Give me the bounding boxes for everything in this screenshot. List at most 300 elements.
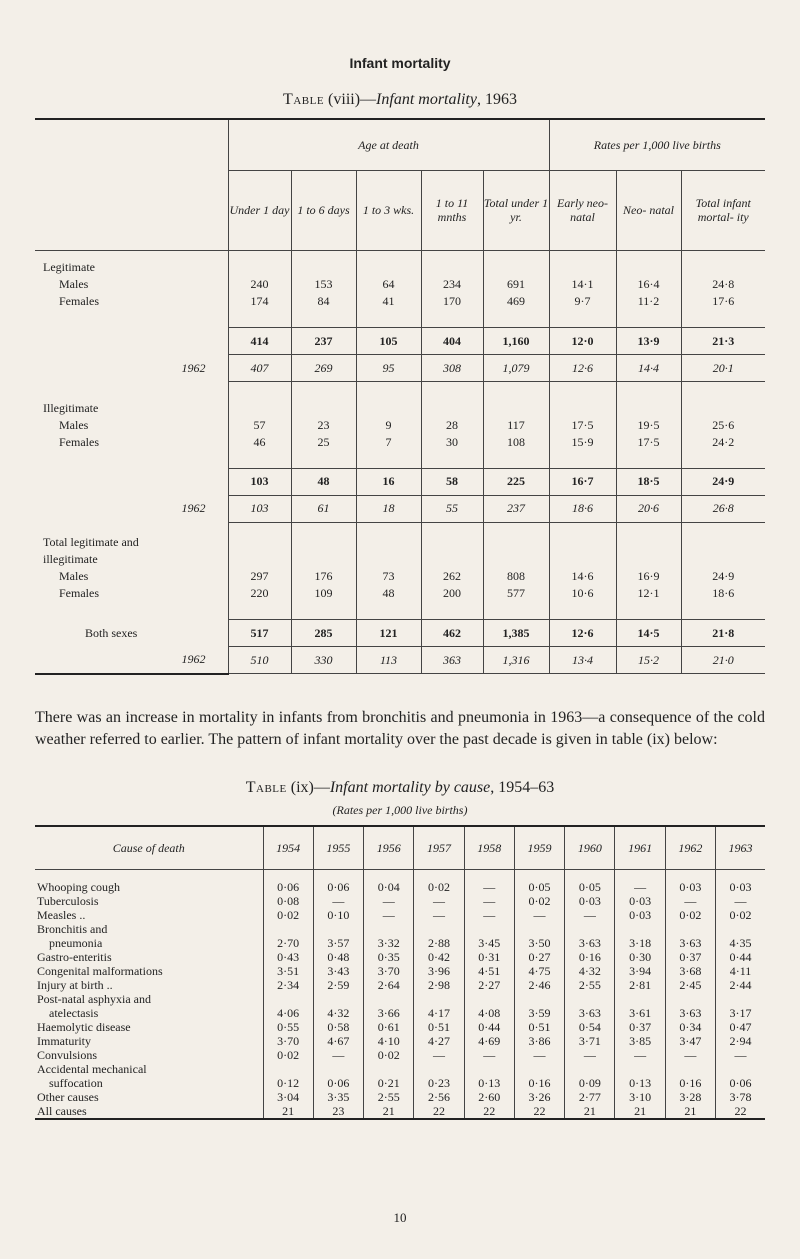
rate-value: 0·08 [263, 894, 313, 908]
rate-value: 4·10 [364, 1034, 414, 1048]
rate-value: 21 [263, 1104, 313, 1119]
rate-value: 0·54 [565, 1020, 615, 1034]
table-viii [35, 118, 765, 675]
rate-value: 0·23 [414, 1076, 464, 1090]
rate-value: 2·81 [615, 978, 665, 992]
cell-value: 237 [483, 495, 549, 522]
rate-value: 2·94 [716, 1034, 765, 1048]
cell-value: 14·5 [616, 620, 681, 647]
cause-label: Haemolytic disease [37, 1020, 131, 1034]
rate-value: 0·03 [615, 908, 665, 922]
rate-value: 3·43 [313, 964, 363, 978]
table-row [35, 1006, 765, 1020]
cell-value: 25·6 [681, 417, 765, 434]
table-row [35, 950, 765, 964]
cell-value: 14·6 [549, 568, 616, 585]
cell-value: 7 [356, 434, 421, 451]
cell-value: 12·6 [549, 620, 616, 647]
rate-value: 0·02 [514, 894, 564, 908]
rate-value: 3·51 [263, 964, 313, 978]
rate-value: — [716, 1048, 765, 1062]
rate-value: 0·42 [414, 950, 464, 964]
rate-value: 0·05 [565, 870, 615, 895]
table-row [35, 1090, 765, 1104]
rate-value: 3·63 [665, 1006, 715, 1020]
cell-value: 18·6 [681, 585, 765, 602]
table-row [35, 1034, 765, 1048]
table-row [35, 1048, 765, 1062]
cell-value: 73 [356, 568, 421, 585]
cell-value: 308 [421, 355, 483, 382]
cell-value: 220 [228, 585, 291, 602]
table-row-legit-total [35, 328, 765, 355]
year-header: 1960 [565, 826, 615, 870]
rate-value: 0·02 [364, 1048, 414, 1062]
rate-value: 3·47 [665, 1034, 715, 1048]
table-ix-subtitle: (Rates per 1,000 live births) [332, 803, 468, 817]
rate-value: 3·04 [263, 1090, 313, 1104]
cell-value: 174 [228, 293, 291, 310]
cell-value: 57 [228, 417, 291, 434]
year-header: 1963 [716, 826, 765, 870]
rate-value: 22 [514, 1104, 564, 1119]
cell-value: 16·9 [616, 568, 681, 585]
cell-value: 105 [356, 328, 421, 355]
table-viii-caption-number: (viii)— [328, 91, 377, 108]
rate-value: 3·63 [565, 1006, 615, 1020]
table-viii-caption-prefix: Table [283, 91, 325, 108]
table-row-legit-1962 [35, 355, 765, 382]
cell-value: 17·5 [616, 434, 681, 451]
cause-label: Accidental mechanical [37, 1062, 147, 1076]
cause-header: Cause of death [35, 826, 263, 870]
rate-value: 3·70 [263, 1034, 313, 1048]
rate-value: — [665, 894, 715, 908]
cell-value: 11·2 [616, 293, 681, 310]
cell-value: 16·4 [616, 276, 681, 293]
rate-value: — [464, 870, 514, 895]
table-row [35, 936, 765, 950]
group-illegitimate: Illegitimate [43, 400, 99, 415]
rate-value: 3·57 [313, 936, 363, 950]
rate-value: 2·70 [263, 936, 313, 950]
row-label: Males [59, 277, 89, 291]
cause-label: Convulsions [37, 1048, 98, 1062]
rate-value: — [464, 894, 514, 908]
rate-value: — [514, 1048, 564, 1062]
row-label: Females [59, 434, 99, 449]
cell-value: 19·5 [616, 417, 681, 434]
cell-value: 18·5 [616, 468, 681, 495]
cell-value: 285 [291, 620, 356, 647]
rate-value: 2·59 [313, 978, 363, 992]
table-ix-caption-year: , 1954–63 [490, 779, 555, 796]
cell-value: 14·4 [616, 355, 681, 382]
body-paragraph: There was an increase in mortality in infants from bronchitis and pneumonia in 1963—a consequence of the cold weather referred to earlier. The pattern of infant mortality over the past decade is given in table (ix) below: [35, 709, 765, 748]
group-total-label-2: illegitimate [43, 552, 98, 566]
cell-value: 103 [228, 468, 291, 495]
table-row-illeg-males [35, 417, 765, 434]
table-row [35, 1062, 765, 1076]
rate-value: 0·06 [263, 870, 313, 895]
cell-value: 9·7 [549, 293, 616, 310]
cause-label: Injury at birth .. [37, 978, 113, 992]
rate-value: 0·21 [364, 1076, 414, 1090]
rate-value: 4·06 [263, 1006, 313, 1020]
rate-value: 0·02 [414, 870, 464, 895]
rate-value: 0·03 [716, 870, 765, 895]
cause-label: Measles .. [37, 908, 86, 922]
cell-value: 16·7 [549, 468, 616, 495]
rate-value: 4·08 [464, 1006, 514, 1020]
rate-value: 0·03 [665, 870, 715, 895]
cell-value: 41 [356, 293, 421, 310]
rate-value: 3·66 [364, 1006, 414, 1020]
table-row [35, 1104, 765, 1119]
row-label: Females [59, 586, 99, 600]
rate-value: 3·45 [464, 936, 514, 950]
row-label: Males [59, 569, 89, 583]
rate-value: — [514, 908, 564, 922]
cell-value: 12·0 [549, 328, 616, 355]
cell-value: 9 [356, 417, 421, 434]
cause-label: Whooping cough [37, 880, 120, 894]
rate-value: 0·13 [464, 1076, 514, 1090]
year-header: 1956 [364, 826, 414, 870]
cell-value: 12·1 [616, 585, 681, 602]
rate-value: 0·02 [263, 908, 313, 922]
rate-value: 0·02 [716, 908, 765, 922]
cell-value: 15·9 [549, 434, 616, 451]
cell-value: 18 [356, 495, 421, 522]
rate-value: 0·55 [263, 1020, 313, 1034]
section-heading: Infant mortality [349, 55, 451, 71]
cell-value: 1,385 [483, 620, 549, 647]
cell-value: 170 [421, 293, 483, 310]
rate-value: 0·06 [313, 870, 363, 895]
table-row-illeg-females [35, 434, 765, 451]
year-header: 1958 [464, 826, 514, 870]
rate-value: — [665, 1048, 715, 1062]
group-total-label-1: Total legitimate and [43, 535, 139, 549]
rate-value: 0·02 [263, 1048, 313, 1062]
table-ix-caption-number: (ix)— [290, 779, 330, 796]
table-row-illeg-1962 [35, 495, 765, 522]
rate-value: 3·10 [615, 1090, 665, 1104]
rate-value: 0·16 [565, 950, 615, 964]
table-row-all-females [35, 585, 765, 602]
cell-value: 23 [291, 417, 356, 434]
cell-value: 240 [228, 276, 291, 293]
cell-value: 18·6 [549, 495, 616, 522]
age-at-death-header: Age at death [228, 119, 549, 170]
cause-label: pneumonia [49, 936, 103, 950]
rate-value: 21 [615, 1104, 665, 1119]
rate-value: 4·51 [464, 964, 514, 978]
rate-value: 3·96 [414, 964, 464, 978]
rate-value: — [464, 1048, 514, 1062]
rate-value: 3·32 [364, 936, 414, 950]
table-ix-caption-title: Infant mortality by cause [329, 779, 491, 796]
year-header: 1962 [665, 826, 715, 870]
cause-label: Post-natal asphyxia and [37, 992, 151, 1006]
rate-value: 0·12 [263, 1076, 313, 1090]
rate-value: 3·18 [615, 936, 665, 950]
cell-value: 117 [483, 417, 549, 434]
table-row-all-males [35, 568, 765, 585]
cell-value: 297 [228, 568, 291, 585]
rate-value: 0·44 [464, 1020, 514, 1034]
rate-value: 0·16 [514, 1076, 564, 1090]
rate-value: — [716, 894, 765, 908]
rate-value: 3·63 [565, 936, 615, 950]
rate-value: 2·55 [364, 1090, 414, 1104]
rate-value: 4·32 [313, 1006, 363, 1020]
cell-value: 15·2 [616, 647, 681, 674]
cell-value: 17·6 [681, 293, 765, 310]
cell-value: 24·9 [681, 468, 765, 495]
cell-value: 64 [356, 276, 421, 293]
cell-value: 103 [228, 495, 291, 522]
rate-value: — [364, 894, 414, 908]
rate-value: 0·16 [665, 1076, 715, 1090]
col-total-infant-mortality: Total infant mortal- ity [681, 170, 765, 251]
table-row [35, 992, 765, 1006]
rate-value: 4·32 [565, 964, 615, 978]
rate-value: — [464, 908, 514, 922]
table-row [35, 1076, 765, 1090]
rates-header: Rates per 1,000 live births [549, 119, 765, 170]
rate-value: 2·27 [464, 978, 514, 992]
table-viii-caption [0, 91, 800, 109]
rate-value: 0·06 [313, 1076, 363, 1090]
rate-value: 0·02 [665, 908, 715, 922]
year-header: 1961 [615, 826, 665, 870]
rate-value: 0·30 [615, 950, 665, 964]
rate-value: 0·27 [514, 950, 564, 964]
cell-value: 26·8 [681, 495, 765, 522]
cell-value: 48 [291, 468, 356, 495]
cell-value: 46 [228, 434, 291, 451]
rate-value: 0·03 [565, 894, 615, 908]
group-legitimate: Legitimate [35, 251, 228, 277]
cell-value: 28 [421, 417, 483, 434]
rate-value: 23 [313, 1104, 363, 1119]
col-1-to-6-days: 1 to 6 days [291, 170, 356, 251]
rate-value: 2·60 [464, 1090, 514, 1104]
rate-value: 21 [565, 1104, 615, 1119]
rate-value: 3·78 [716, 1090, 765, 1104]
table-row-illeg-total [35, 468, 765, 495]
table-row-all-1962 [35, 647, 765, 674]
cell-value: 25 [291, 434, 356, 451]
table-row [35, 1020, 765, 1034]
row-label: Males [59, 417, 89, 432]
cell-value: 20·6 [616, 495, 681, 522]
rate-value: 3·17 [716, 1006, 765, 1020]
cell-value: 808 [483, 568, 549, 585]
rate-value: 0·31 [464, 950, 514, 964]
cell-value: 176 [291, 568, 356, 585]
cell-value: 414 [228, 328, 291, 355]
cell-value: 691 [483, 276, 549, 293]
rate-value: 3·94 [615, 964, 665, 978]
rate-value: 3·63 [665, 936, 715, 950]
rate-value: 0·05 [514, 870, 564, 895]
rate-value: 0·34 [665, 1020, 715, 1034]
cell-value: 113 [356, 647, 421, 674]
table-row [35, 894, 765, 908]
rate-value: 0·03 [615, 894, 665, 908]
row-label: 1962 [181, 501, 206, 515]
cause-label: atelectasis [49, 1006, 99, 1020]
rate-value: 3·61 [615, 1006, 665, 1020]
cell-value: 24·8 [681, 276, 765, 293]
rate-value: 2·34 [263, 978, 313, 992]
cell-value: 269 [291, 355, 356, 382]
cell-value: 12·6 [549, 355, 616, 382]
rate-value: 3·70 [364, 964, 414, 978]
rate-value: — [565, 908, 615, 922]
cell-value: 1,316 [483, 647, 549, 674]
table-row-legit-males [35, 276, 765, 293]
row-label: 1962 [181, 360, 206, 375]
rate-value: 4·69 [464, 1034, 514, 1048]
rate-value: 0·48 [313, 950, 363, 964]
rate-value: 0·47 [716, 1020, 765, 1034]
year-header: 1955 [313, 826, 363, 870]
cell-value: 577 [483, 585, 549, 602]
rate-value: 3·35 [313, 1090, 363, 1104]
rate-value: 0·06 [716, 1076, 765, 1090]
table-ix [35, 825, 765, 1120]
cell-value: 262 [421, 568, 483, 585]
rate-value: 2·56 [414, 1090, 464, 1104]
cause-label: Immaturity [37, 1034, 91, 1048]
cell-value: 225 [483, 468, 549, 495]
cell-value: 407 [228, 355, 291, 382]
rate-value: — [414, 908, 464, 922]
rate-value: 3·68 [665, 964, 715, 978]
rate-value: 0·51 [414, 1020, 464, 1034]
rate-value: 4·11 [716, 964, 765, 978]
rate-value: 0·35 [364, 950, 414, 964]
row-label: Both sexes [85, 625, 138, 640]
rate-value: 4·35 [716, 936, 765, 950]
rate-value: 0·43 [263, 950, 313, 964]
table-row-legit-females [35, 293, 765, 310]
cell-value: 16 [356, 468, 421, 495]
cell-value: 200 [421, 585, 483, 602]
rate-value: 2·45 [665, 978, 715, 992]
col-under-1-day: Under 1 day [228, 170, 291, 251]
cell-value: 84 [291, 293, 356, 310]
rate-value: 0·61 [364, 1020, 414, 1034]
rate-value: 4·17 [414, 1006, 464, 1020]
year-header: 1959 [514, 826, 564, 870]
rate-value: 21 [364, 1104, 414, 1119]
cell-value: 21·8 [681, 620, 765, 647]
rate-value: 0·13 [615, 1076, 665, 1090]
cell-value: 17·5 [549, 417, 616, 434]
cell-value: 153 [291, 276, 356, 293]
rate-value: 3·59 [514, 1006, 564, 1020]
cell-value: 462 [421, 620, 483, 647]
rate-value: 3·26 [514, 1090, 564, 1104]
cell-value: 21·3 [681, 328, 765, 355]
rate-value: 3·50 [514, 936, 564, 950]
cell-value: 121 [356, 620, 421, 647]
table-row [35, 964, 765, 978]
cell-value: 1,160 [483, 328, 549, 355]
cell-value: 109 [291, 585, 356, 602]
cell-value: 517 [228, 620, 291, 647]
rate-value: 21 [665, 1104, 715, 1119]
rate-value: 0·58 [313, 1020, 363, 1034]
table-row-all-total [35, 620, 765, 647]
rate-value: 2·88 [414, 936, 464, 950]
cell-value: 24·2 [681, 434, 765, 451]
rate-value: 0·04 [364, 870, 414, 895]
cell-value: 237 [291, 328, 356, 355]
rate-value: 4·27 [414, 1034, 464, 1048]
rate-value: 22 [716, 1104, 765, 1119]
rate-value: 4·67 [313, 1034, 363, 1048]
cause-label: Gastro-enteritis [37, 950, 112, 964]
rate-value: 22 [464, 1104, 514, 1119]
table-row [35, 978, 765, 992]
cell-value: 13·4 [549, 647, 616, 674]
rate-value: — [313, 894, 363, 908]
rate-value: 2·55 [565, 978, 615, 992]
cell-value: 21·0 [681, 647, 765, 674]
cell-value: 30 [421, 434, 483, 451]
rate-value: 2·44 [716, 978, 765, 992]
row-label: Females [59, 294, 99, 308]
table-viii-caption-title: Infant mortality [376, 91, 477, 108]
rate-value: — [615, 1048, 665, 1062]
rate-value: 3·85 [615, 1034, 665, 1048]
rate-value: — [414, 894, 464, 908]
col-1-to-11-mnths: 1 to 11 mnths [421, 170, 483, 251]
page-number: 10 [393, 1210, 407, 1225]
cell-value: 58 [421, 468, 483, 495]
rate-value: 0·44 [716, 950, 765, 964]
cell-value: 48 [356, 585, 421, 602]
rate-value: 3·71 [565, 1034, 615, 1048]
rate-value: 2·98 [414, 978, 464, 992]
rate-value: 0·10 [313, 908, 363, 922]
cause-label: All causes [35, 1104, 263, 1119]
rate-value: 3·86 [514, 1034, 564, 1048]
row-label: 1962 [35, 647, 228, 674]
cell-value: 95 [356, 355, 421, 382]
table-ix-caption-prefix: Table [245, 779, 287, 796]
cell-value: 55 [421, 495, 483, 522]
cell-value: 61 [291, 495, 356, 522]
rate-value: 3·28 [665, 1090, 715, 1104]
col-early-neonatal: Early neo- natal [549, 170, 616, 251]
cell-value: 13·9 [616, 328, 681, 355]
rate-value: 0·37 [615, 1020, 665, 1034]
table-viii-caption-year: , 1963 [476, 91, 517, 108]
cell-value: 469 [483, 293, 549, 310]
cause-label: Other causes [37, 1090, 99, 1104]
table-row [35, 908, 765, 922]
rate-value: 0·37 [665, 950, 715, 964]
year-header: 1954 [263, 826, 313, 870]
cell-value: 404 [421, 328, 483, 355]
